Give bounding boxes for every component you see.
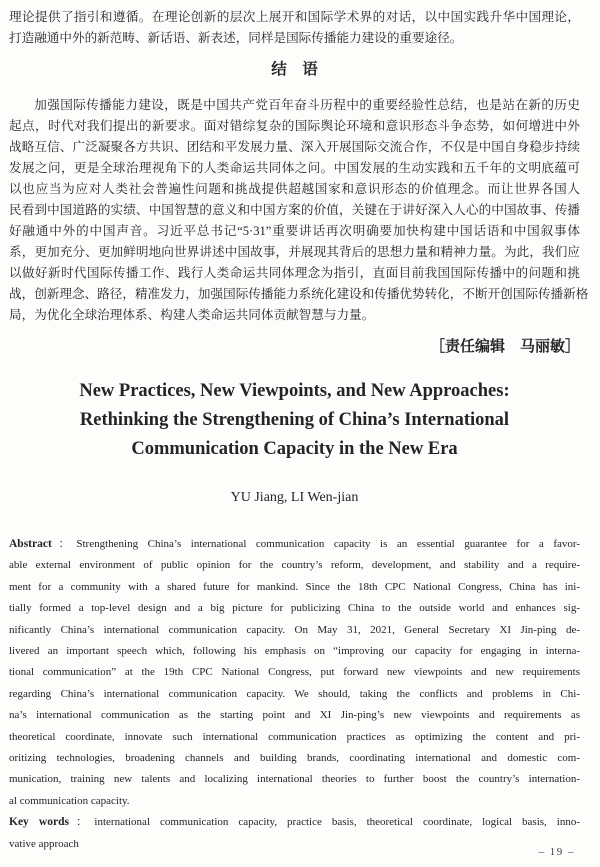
abstract-line (9, 534, 580, 555)
abstract-section (9, 534, 580, 812)
abstract-line: nificantly China’s international communication capacity. On May 31, 2021, General Secretary XI Jin-ping de- (9, 623, 580, 636)
abstract-line: tional communication” at the 19th CPC National Congress, put forward new viewpoints and new requirements (9, 666, 580, 679)
keywords-colon: ： (68, 816, 95, 829)
abstract-text: Strengthening China’s international communication capacity is an essential guarantee for a favor- (76, 538, 580, 550)
cn-text-line: 战略互信、广泛凝聚各方共识、团结和平发展力量、深入开展国际交流合作，不仅是中国自身稳步持续 (9, 140, 580, 154)
keywords-line (9, 812, 580, 833)
abstract-line: tially formed a top-level design and a big picture for publicizing China to the outside world and enhances sig- (9, 602, 580, 615)
page-number: – 19 – (538, 846, 575, 858)
editor-note: ［责任编辑 马丽敏］ (429, 339, 580, 355)
cn-text-line: 打造融通中外的新范畴、新话语、新表述，同样是国际传播能力建设的重要途径。 (9, 31, 463, 45)
cn-text-line: 加强国际传播能力建设，既是中国共产党百年奋斗历程中的重要经验性总结，也是站在新的历史 (34, 98, 580, 112)
cn-text-line: 战，创新理念、路径，精准发力，加强国际传播能力系统化建设和传播优势转化，不断开创国际传播新格 (9, 287, 589, 301)
abstract-line: theoretical coordinate, innovate such international communication practices as optimizing the content and pri- (9, 730, 580, 743)
abstract-label: Abstract (9, 538, 52, 550)
cn-text-line: 起点，时代对我们提出的新要求。面对错综复杂的国际舆论环境和意识形态斗争态势，如何增进中外 (9, 119, 580, 133)
cn-text-line: 民看到中国道路的实绩、中国智慧的意义和中国方案的价值，关键在于讲好深入人心的中国故事、传播 (9, 203, 580, 217)
keywords-label: Key words (9, 816, 69, 829)
abstract-line: munication, training new talents and localizing international theories to further boost the country’s internation- (9, 773, 580, 786)
title-line: Communication Capacity in the New Era (131, 439, 458, 459)
cn-text-line: 理论提供了指引和遵循。在理论创新的层次上展开和国际学术界的对话，以中国实践升华中国理论， (9, 10, 580, 24)
conclusion-paragraph (9, 95, 589, 326)
keywords-section (9, 812, 580, 855)
authors: YU Jiang, LI Wen-jian (230, 490, 359, 505)
abstract-line: na’s international communication as the starting point and XI Jin-ping’s new viewpoints and requirements as (9, 709, 580, 722)
cn-text-line: 系，更加充分、更加鲜明地向世界讲述中国故事，并展现其背后的思想力量和精神力量。为此，我们应 (9, 245, 580, 259)
cn-text-line: 以也应当为应对人类社会普遍性问题和挑战提供超越国家和意识形态的价值理念。而让世界各国人 (9, 182, 580, 196)
title-line: New Practices, New Viewpoints, and New Approaches: (79, 381, 510, 401)
top-paragraph (9, 7, 580, 49)
section-heading: 结 语 (271, 61, 318, 78)
abstract-line: able external environment of public opinion for the country’s reform, development, and stability and a require- (9, 559, 580, 572)
abstract-line: oritizing technologies, broadening channels and building brands, coordinating international and domestic com- (9, 752, 580, 765)
abstract-line: al communication capacity. (9, 794, 130, 807)
abstract-line: ment for a community with a shared future for mankind. Since the 18th CPC National Congress, China has ini- (9, 580, 580, 593)
cn-text-line: 好融通中外的中国声音。习近平总书记“5·31”重要讲话再次明确要加快构建中国话语和中国叙事体 (9, 224, 580, 238)
cn-text-line: 发展之问，更是全球治理视角下的人类命运共同体之问。中国发展的生动实践和五千年的文明底蕴可 (9, 161, 580, 175)
abstract-line: livered an important speech which, following his emphasis on “improving our capacity for engaging in interna- (9, 645, 580, 658)
cn-text-line: 局，为优化全球治理体系、构建人类命运共同体贡献智慧与力量。 (9, 308, 375, 322)
abstract-line: regarding China’s international communication capacity. We should, taking the conflicts and problems in Chi- (9, 687, 580, 700)
keywords-line: vative approach (9, 837, 79, 850)
keywords-text: international communication capacity, practice basis, theoretical coordinate, logical basis, inno- (94, 816, 580, 829)
title-line: Rethinking the Strengthening of China’s International (79, 410, 510, 430)
cn-text-line: 以做好新时代国际传播工作、践行人类命运共同体理念为指引，直面目前我国国际传播中的问题和挑 (9, 266, 580, 280)
abstract-colon: ： (51, 538, 77, 550)
english-title (9, 377, 580, 464)
